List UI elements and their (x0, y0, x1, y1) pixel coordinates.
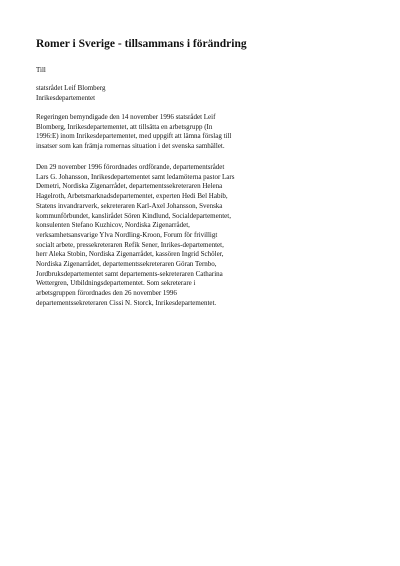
recipient-line: Inrikesdepartementet (36, 93, 96, 102)
text-line: Demetri, Nordiska Zigenarrådet, departementssekreteraren Helena (36, 182, 223, 191)
text-line: herr Aleka Stobin, Nordiska Zigenarrådet, kassören Ingrid Schöler, (36, 250, 224, 259)
recipient-line: statsrådet Leif Blomberg (36, 84, 106, 92)
text-line: Regeringen bemyndigade den 14 november 1996 statsrådet Leif (36, 113, 216, 121)
text-line: socialt arbete, pressekreteraren Refik Sener, Inrikes-departementet, (36, 240, 224, 249)
document-title: Romer i Sverige - tillsammans i förändring (36, 38, 247, 50)
to-label: Till (36, 66, 46, 74)
text-line: verksamhetsansvarige Ylva Nordling-Kroon, Forum för frivilligt (36, 230, 218, 239)
text-line: Lars G. Johansson, Inrikesdepartementet samt ledamöterna pastor Lars (36, 172, 235, 181)
text-line: Wettergren, Utbildningsdepartementet. Som sekreterare i (36, 279, 196, 288)
text-line: insatser som kan främja romernas situation i det svenska samhället. (36, 142, 225, 151)
text-line: kommunförbundet, kanslirådet Sören Kindlund, Socialdepartementet, (36, 211, 231, 220)
paragraph-members (36, 163, 268, 309)
text-line: Nordiska Zigenarrådet, departementssekreteraren Göran Ternbo, (36, 260, 217, 269)
text-line: arbetsgruppen förordnades den 26 november 1996 (36, 289, 177, 298)
text-line: Den 29 november 1996 förordnades ordförande, departementsrådet (36, 163, 225, 171)
text-line: Blomberg, Inrikesdepartementet, att tillsätta en arbetsgrupp (In (36, 122, 213, 131)
text-line: Hagelroth, Arbetsmarknadsdepartementet, experten Hedi Bel Habib, (36, 192, 228, 201)
text-line: konsulenten Stefano Kuzhicov, Nordiska Zigenarrådet, (36, 221, 190, 230)
text-line: Jordbruksdepartementet samt departements-sekreteraren Catharina (36, 269, 223, 278)
paragraph-mandate (36, 113, 268, 152)
text-line: departementssekreteraren Cissi N. Storck, Inrikesdepartementet. (36, 298, 217, 307)
text-line: 1996:E) inom Inrikesdepartementet, med uppgift att lämna förslag till (36, 132, 232, 141)
text-line: Statens invandrarverk, sekreteraren Karl-Axel Johansson, Svenska (36, 201, 223, 210)
recipient-block (36, 84, 105, 103)
